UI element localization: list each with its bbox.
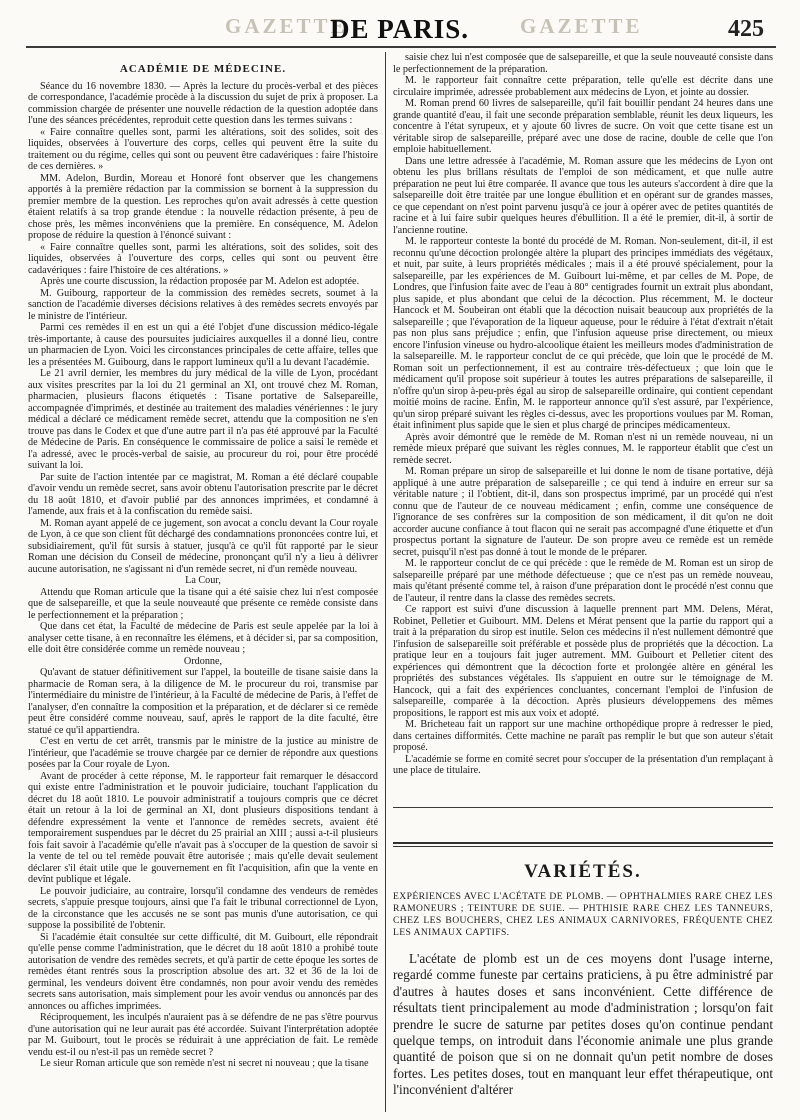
paragraph: Le 21 avril dernier, les membres du jury médical de la ville de Lyon, procédant aux visites prescrites par la loi du 21 germinal an XI, ont trouvé chez M. Roman, pharmacien, plusieurs flacons étiquetés : Tisane portative de Salsepareille, accompagnée d'imprimés, et destinée au traitement des maladies vénériennes : le jury médical a déclaré ce médicament remède secret, attendu que la composition ne s'en trouve pas dans le Codex et que d'une autre part il n'a pas été approuvé par la Faculté de Médecine de Paris. En conséquence le commissaire de police a saisi le remède et l'a adressé, avec le procès-verbal de saisie, au procureur du roi, pour être procédé suivant la loi.: [28, 368, 378, 471]
varietes-rule-thin: [393, 846, 773, 847]
masthead-title: DE PARIS.: [330, 14, 470, 44]
academie-text: [28, 81, 378, 1070]
header-rule: [26, 46, 776, 48]
paragraph: M. Roman prend 60 livres de salsepareille, qu'il fait bouillir pendant 24 heures dans une grande quantité d'eau, il fait une seconde préparation semblable, réunit les deux liqueurs, les concentre à l'état syrupeux, et y ajoute 60 livres de sucre. On voit que cette tisane est un véritable sirop de salsepareille, préparé avec une dose de racine, double de celle que l'on emploie habituellement.: [393, 98, 773, 155]
paragraph: C'est en vertu de cet arrêt, transmis par le ministre de la justice au ministre de l'intérieur, que l'académie se trouve chargée par ce dernier de répondre aux questions posées par la Cour royale de Lyon.: [28, 736, 378, 770]
varietes-section: [393, 842, 773, 1112]
paragraph: Ordonne,: [183, 655, 223, 667]
varietes-subtitle: EXPÉRIENCES AVEC L'ACÉTATE DE PLOMB. — OPHTHALMIES RARE CHEZ LES RAMONEURS ; TEINTURE DE SUIE. — PHTHISIE RARE CHEZ LES TANNEURS, CHEZ LES BOUCHERS, CHEZ LES ANIMAUX CARNIVORES, FRÉQUENTE CHEZ LES ANIMAUX CAPTIFS.: [393, 891, 773, 938]
paragraph: M. Roman prépare un sirop de salsepareille et lui donne le nom de tisane portative, déjà appliqué à une autre préparation de salsepareille ; ce qui tend à induire en erreur sur sa véritable nature ; il l'obtient, dit-il, dans son prospectus imprimé, par un procédé qui n'est connu que de l'auteur de ce nouveau médicament ; enfin, comme une conséquence de l'ignorance de ses confrères sur la composition de son médicament, il dit qu'on ne doit accorder aucune confiance à tout flacon qui ne serait pas accompagné d'une étiquette et d'un prospectus portant la signature de l'auteur. De son propre aveu ce remède est un remède secret, puisqu'il n'est pas donné à tout le monde de le préparer.: [393, 466, 773, 558]
page-header: [0, 0, 800, 44]
paragraph: Si l'académie était consultée sur cette difficulté, dit M. Guibourt, elle répondrait qu'elle pense comme l'administration, que le décret du 18 août 1810 a prohibé toute autorisation de vendre des remèdes secrets, et qu'à partir de cette époque les sortes de remèdes étant rentrés sous la proscription absolue des art. 32 et 36 de la loi de germinal, les vendeurs doivent être condamnés, non pour avoir vendu des remèdes secrets sans autorisation, mais simplement pour les avoir vendus ou annoncés par des annonces ou affiches imprimées.: [28, 931, 378, 1012]
paragraph: Avant de procéder à cette réponse, M. le rapporteur fait remarquer le désaccord qui existe entre l'administration et le pouvoir judiciaire, touchant l'application du décret du 18 août 1810. Le pouvoir administratif a toujours compris que ce décret était un retour à la loi de germinal an XI, dont plusieurs dispositions tendant à défendre expressément la vente et l'annonce de remèdes secrets, avaient été temporairement suspendues par le décret du 25 prairial an XIII ; aussi a-t-il plusieurs fois fait savoir à l'académie qu'elle n'avait pas à s'occuper de la question de savoir si la vente de tel ou tel remède pouvait être autorisée ; mais qu'elle devait seulement déclarer s'il était utile que le gouvernement en fît l'acquisition, afin que la vente en devînt publique et légale.: [28, 770, 378, 885]
paragraph: La Cour,: [185, 575, 221, 586]
paragraph: Après une courte discussion, la rédaction proposée par M. Adelon est adoptée.: [40, 276, 360, 287]
paragraph: Que dans cet état, la Faculté de médecine de Paris est seule appelée par la loi à analyser cette tisane, à en reconnaître les élémens, et à décider si, par sa composition, elle doit être considérée comme un remède nouveau ;: [28, 621, 378, 655]
right-column: [393, 52, 773, 804]
paragraph: Le sieur Roman articule que son remède n'est ni secret ni nouveau ; que la tisane: [40, 1058, 369, 1069]
paragraph: M. Roman ayant appelé de ce jugement, son avocat a conclu devant la Cour royale de Lyon, à ce que son client fût déchargé des condamnations prononcées contre lui, et subsidiairement, qu'il fût sursis à statuer, jusqu'à ce qu'il fût rapporté par le sieur Roman une décision du Conseil de médecine, prononçant qu'il n'y a lieu à délivrer aucune autorisation, ne s'agissant ni d'un remède secret, ni d'un remède nouveau.: [28, 517, 378, 575]
varietes-body: [393, 951, 773, 1099]
paragraph: Dans une lettre adressée à l'académie, M. Roman assure que les médecins de Lyon ont obtenu les plus brillans résultats de l'emploi de son médicament, et que nulle autre préparation ne peut lui être comparée. Il avance que tous les auteurs s'accordent à dire que la salsepareille doit être traitée par une longue ébullition et en opérant sur de grandes masses, ce que cependant on n'est point parvenu jusqu'à ce jour à opérer avec de petites quantités de racine et à lui faire subir quelques heures d'ébullition. Il a été le premier, dit-il, à sortir de l'ancienne routine.: [393, 155, 773, 236]
paragraph: M. Guibourg, rapporteur de la commission des remèdes secrets, soumet à la sanction de l'académie diverses décisions relatives à des remèdes secrets envoyés par le ministre de l'intérieur.: [28, 287, 378, 322]
paragraph: Après avoir démontré que le remède de M. Roman n'est ni un remède nouveau, ni un remède mieux préparé que suivant les règles connues, M. le rapporteur établit que c'est un remède secret.: [393, 431, 773, 466]
paragraph: Ce rapport est suivi d'une discussion à laquelle prennent part MM. Delens, Mérat, Robinet, Pelletier et Guibourt. MM. Delens et Mérat pensent que la partie du rapport qui a trait à la préparation du sirop est inutile. Selon ces médecins il n'est nullement démontré que l'infusion de salsepareille soit préférable et possède plus de propriétés que la décoction. La pratique leur en a toujours fait juger autrement. MM. Guibourt et Pelletier citent des expériences qui démontrent que la décoction forte et prolongée altère en général les propriétés des substances végétales. Ils s'appuient en outre sur le témoignage de M. Hancock, qui a fait des expériences concluantes, concernant l'emploi de l'infusion de salsepareille, comparée à la décoction. Après plusieurs développemens des mêmes propositions, le rapport est mis aux voix et adopté.: [393, 604, 773, 719]
paragraph: Par suite de l'action intentée par ce magistrat, M. Roman a été déclaré coupable d'avoir vendu un remède secret, sans avoir obtenu l'autorisation prescrite par le décret du 18 août 1810, et d'avoir publié par des annonces imprimées, et condamné à l'amende, aux frais et à la confiscation du remède saisi.: [28, 471, 378, 517]
masthead-showthrough-left: GAZETTE: [225, 14, 348, 38]
academie-text-continued: [393, 52, 773, 777]
paragraph: Le pouvoir judiciaire, au contraire, lorsqu'il condamne des vendeurs de remèdes secrets, s'appuie presque toujours, ainsi que l'a fait le tribunal correctionnel de Lyon, de la circonstance que les accusés ne se sont pas munis d'une autorisation, ce qui suppose la possibilité de l'obtenir.: [28, 885, 378, 931]
paragraph: M. le rapporteur fait connaître cette préparation, telle qu'elle est décrite dans une circulaire imprimée, adressée probablement aux médecins de Lyon, et jointe au dossier.: [393, 75, 773, 98]
paragraph: « Faire connaître quelles sont, parmi les altérations, soit des solides, soit des liquides, observées à l'ouverture des corps, celles qui sont ou peuvent être cadavériques : faire l'histoire de ces altérations. »: [28, 241, 378, 276]
page-number: 425: [728, 16, 764, 42]
academie-title: ACADÉMIE DE MÉDECINE.: [119, 63, 287, 75]
paragraph: MM. Adelon, Burdin, Moreau et Honoré font observer que les changemens apportés à la première rédaction par la commission se bornent à la suppression du premier membre de la question. Les reproches qu'on avait adressés à cette question étaient relatifs à sa trop grande étendue : la nouvelle rédaction présente, à peu de chose près, les mêmes inconvéniens que la première. En conséquence, M. Adelon propose de réduire la question à l'énoncé suivant :: [28, 172, 378, 241]
paragraph: Attendu que Roman articule que la tisane qui a été saisie chez lui n'est composée que de salsepareille, et que la seule nouveauté que présente ce remède consiste dans le perfectionnement et la préparation ;: [28, 586, 378, 621]
masthead-showthrough-right: GAZETTE: [520, 14, 643, 38]
paragraph: « Faire connaître quelles sont, parmi les altérations, soit des solides, soit des liquides, observées à l'ouverture des corps, celles qui peuvent être la suite du traitement ou du régime, celles qui sont ou peuvent être cadavériques : faire l'histoire de ces dernières. »: [28, 126, 378, 172]
paragraph: M. le rapporteur conclut de ce qui précède : que le remède de M. Roman est un sirop de salsepareille préparé par une méthode défectueuse ; que ce n'est pas un remède nouveau, mais qu'étant présenté comme tel, à raison d'une préparation dont le procédé n'est connu que de l'auteur, il rentre dans la classe des remèdes secrets.: [393, 558, 773, 604]
paragraph: L'académie se forme en comité secret pour s'occuper de la présentation d'un remplaçant à une place de titulaire.: [393, 753, 773, 776]
column-divider: [385, 52, 386, 1112]
paragraph: Réciproquement, les inculpés n'auraient pas à se défendre de ne pas s'être pourvus d'une autorisation qui ne leur aurait pas été accordée. Suivant l'interprétation adoptée par M. Guibourt, tout le procès se réduirait à une appréciation de fait. Le remède vendu est-il ou n'est-il pas un remède secret ?: [28, 1012, 378, 1058]
section-rule: [393, 807, 773, 808]
varietes-title: VARIÉTÉS.: [524, 861, 642, 882]
paragraph: Parmi ces remèdes il en est un qui a été l'objet d'une discussion médico-légale très-importante, à cause des poursuites judiciaires auxquelles il a donné lieu, contre un pharmacien de Lyon. Voici les circonstances principales de cette affaire, telles que les a présentées M. Guibourg, dans le rapport lumineux qu'il a lu devant l'académie.: [28, 322, 378, 368]
paragraph: Qu'avant de statuer définitivement sur l'appel, la bouteille de tisane saisie dans la pharmacie de Roman sera, à la diligence de M. le procureur du roi, transmise par l'intermédiaire du ministre de l'intérieur, à la Faculté de médecine de Paris, à l'effet de l'analyser, d'en connaître la composition et la préparation, et de déclarer si ce remède peut être considéré comme nouveau, sauf, après le rapport de la dite faculté, être statué ce qu'il appartiendra.: [28, 667, 378, 736]
paragraph: Séance du 16 novembre 1830. — Après la lecture du procès-verbal et des pièces de correspondance, l'académie procède à la discussion du sujet de prix à proposer. La commission chargée de présenter une nouvelle rédaction de la question adoptée dans l'une des séances précédentes, reproduit cette question dans les termes suivans :: [28, 80, 378, 126]
paragraph: M. Bricheteau fait un rapport sur une machine orthopédique propre à redresser le pied, dans certaines difformités. Cette machine ne paraît pas remplir le but que son auteur s'était proposé.: [393, 719, 773, 753]
varietes-rule-top: [393, 842, 773, 844]
paragraph: M. le rapporteur conteste la bonté du procédé de M. Roman. Non-seulement, dit-il, il est reconnu qu'une décoction prolongée altère la plupart des principes immédiats des végétaux, et nuit, par suite, à leurs propriétés médicales ; mais il a été prouvé spécialement, pour la salsepareille, par les expériences de M. Guibourt lui-même, et par celles de M. Pope, de Londres, que l'infusion faite avec de l'eau à 80° centigrades fournit un extrait plus abondant, plus sapide, et plus abondant que celui de la décoction. Plus récemment, M. le docteur Hancock et M. Soubeiran ont établi que la décoction nuisait beaucoup aux propriétés de la salsepareille ; que l'évaporation de la liqueur aqueuse, pour le réduire à l'état d'extrait n'était pas non plus sans préjudice ; enfin, que l'infusion aqueuse prise directement, ou mieux encore l'infusion vineuse ou hydro-alcoolique étaient les meilleurs modes d'administration de la salsepareille. M. le rapporteur conclut de ce qui précède, que loin que le procédé de M. Roman soit un perfectionnement, il est au contraire très-défectueux ; que loin que le médicament qu'il propose soit supérieur à toutes les autres préparations de salsepareille, il n'offre qu'un sirop à-peu-près égal au sirop de salsepareille ordinaire, qui contient cependant moitié moins de racine. Enfin, M. le rapporteur annonce qu'il s'est assuré, par l'expérience, qu'un sirop préparé suivant les règles ci-dessus, avec les proportions voulues par M. Roman, était infiniment plus sapide que le sien et plus chargé de principes médicamenteux.: [393, 236, 773, 431]
varietes-paragraph: L'acétate de plomb est un de ces moyens dont l'usage interne, regardé comme funeste par certains praticiens, à pu être administré par d'autres à hautes doses et sans inconvénient. Cette différence de résultats tient principalement au mode d'administration ; lorsqu'on fait prendre le sucre de saturne par petites doses qu'on continue pendant quelque temps, on introduit dans l'économie animale une plus grande quantité de poison que si on ne donnait qu'un petit nombre de doses fortes. Les petites doses, tout en manquant leur effet thérapeutique, ont l'inconvénient d'altérer: [393, 951, 773, 1098]
paragraph: saisie chez lui n'est composée que de salsepareille, et que la seule nouveauté consiste dans le perfectionnement de la préparation.: [393, 52, 773, 75]
left-column: [28, 58, 378, 1110]
